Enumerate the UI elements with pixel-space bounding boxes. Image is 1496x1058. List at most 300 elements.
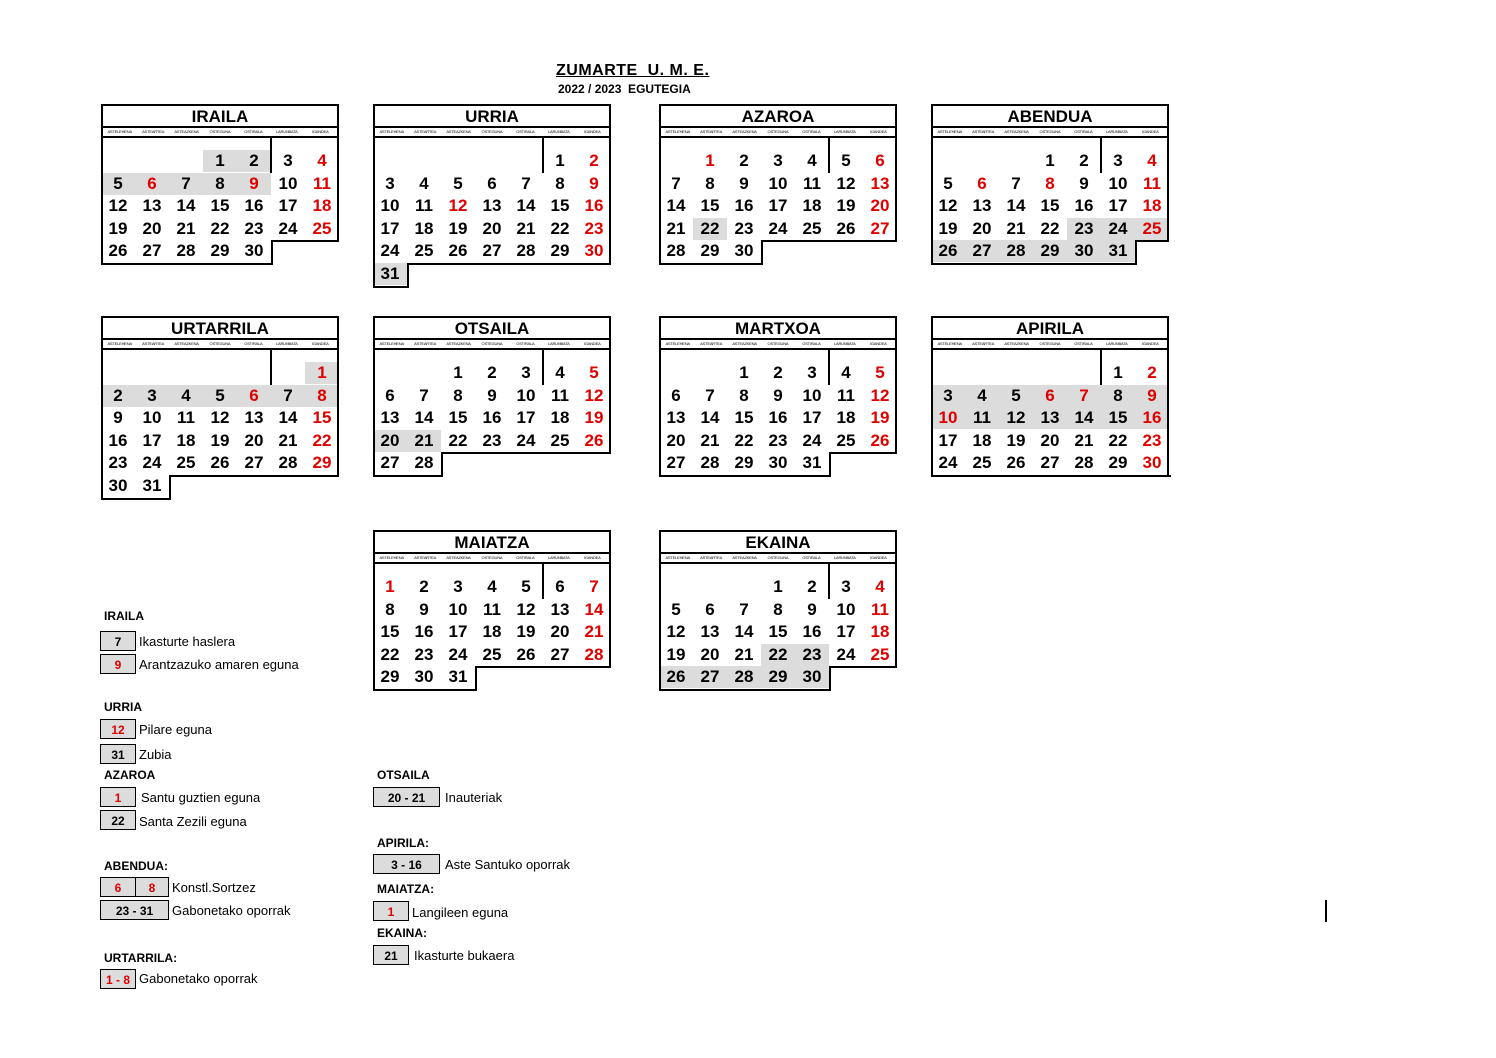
day-cell: 21 [1074, 430, 1094, 450]
day-cell: 10 [802, 385, 822, 405]
day-cell: 1 [1113, 363, 1123, 382]
weekday-label: OSTIRALA [516, 555, 535, 560]
month-name-otsaila: OTSAILA [373, 318, 611, 338]
weekday-label: ASTEAZKENA [1004, 129, 1029, 134]
day-cell: 4 [487, 577, 497, 596]
month-name-urtarrila: URTARRILA [101, 318, 339, 338]
day-cell: 22 [1108, 430, 1128, 450]
day-cell: 26 [516, 644, 536, 664]
legend-head-azaroa: AZAROA [104, 768, 156, 782]
day-cell: 8 [453, 385, 463, 405]
day-grid [931, 350, 1169, 475]
day-cell: 7 [271, 385, 305, 407]
weekday-label: ASTELEHENA [107, 341, 132, 346]
day-cell: 15 [550, 196, 570, 216]
day-cell: 19 [836, 196, 856, 216]
grid-step-vertical [829, 666, 831, 691]
grid-right-border [895, 350, 897, 452]
weekday-label: ASTEARTEA [142, 341, 165, 346]
day-cell: 16 [108, 430, 128, 450]
day-cell: 23 [244, 218, 264, 238]
day-cell: 27 [244, 453, 264, 473]
grid-bottom-border [659, 689, 831, 691]
grid-left-border [659, 350, 661, 475]
weekday-label: IGANDEA [583, 129, 601, 134]
day-cell: 28 [727, 666, 761, 688]
day-cell: 4 [841, 363, 851, 382]
month-name-azaroa: AZAROA [659, 106, 897, 126]
day-cell: 18 [972, 430, 992, 450]
day-cell: 8 [305, 385, 339, 407]
grid-right-border [609, 564, 611, 666]
day-cell: 29 [700, 241, 720, 261]
day-cell: 30 [108, 476, 128, 495]
day-cell: 7 [521, 173, 531, 193]
legend-box-urria-1: 12 [100, 719, 136, 739]
day-cell: 1 [203, 150, 237, 172]
weekday-label: OSTEGUNA [1039, 341, 1061, 346]
weekday-label: ASTEAZKENA [446, 341, 471, 346]
weekday-label: IGANDEA [1141, 129, 1159, 134]
month-name-maiatza: MAIATZA [373, 532, 611, 552]
weekday-header [373, 552, 611, 564]
weekday-header [659, 338, 897, 350]
day-cell: 25 [836, 430, 856, 450]
day-cell: 17 [802, 408, 822, 428]
day-cell: 26 [836, 218, 856, 238]
day-cell: 14 [666, 196, 686, 216]
day-cell: 24 [380, 241, 400, 261]
weekday-label: OSTEGUNA [481, 555, 503, 560]
day-cell: 18 [482, 622, 502, 642]
grid-step-vertical [1135, 240, 1137, 265]
weekday-label: ASTELEHENA [379, 555, 404, 560]
day-cell: 3 [1113, 151, 1123, 170]
day-cell: 21 [176, 218, 196, 238]
day-cell: 17 [516, 408, 536, 428]
grid-bottom-border [373, 286, 409, 288]
grid-step-vertical [407, 263, 409, 288]
day-cell: 1 [1045, 151, 1055, 170]
day-cell: 29 [1108, 453, 1128, 473]
day-cell: 19 [584, 408, 604, 428]
day-cell: 6 [555, 577, 565, 596]
day-cell: 5 [943, 173, 953, 193]
day-cell: 19 [516, 622, 536, 642]
weekday-label: ASTEAZKENA [446, 555, 471, 560]
day-grid [931, 138, 1169, 263]
day-cell: 27 [1040, 453, 1060, 473]
day-cell: 11 [551, 385, 569, 405]
day-cell: 23 [1142, 430, 1162, 450]
day-cell: 21 [666, 218, 686, 238]
weekday-label: ASTEARTEA [700, 129, 723, 134]
day-cell: 21 [278, 430, 298, 450]
day-cell: 26 [584, 430, 604, 450]
day-cell: 2 [807, 577, 817, 596]
day-cell: 24 [938, 453, 958, 473]
day-cell: 16 [414, 622, 434, 642]
legend-head-urria: URRIA [104, 700, 142, 714]
day-cell: 19 [448, 218, 468, 238]
day-cell: 19 [666, 644, 686, 664]
weekday-label: ASTEARTEA [414, 341, 437, 346]
month-name-ekaina: EKAINA [659, 532, 897, 552]
legend-box-ekaina-1: 21 [373, 945, 409, 965]
day-cell: 23 [584, 218, 604, 238]
day-cell: 22 [693, 218, 727, 240]
day-cell: 7 [419, 385, 429, 405]
day-cell: 11 [177, 408, 195, 428]
day-cell: 6 [487, 173, 497, 193]
day-cell: 12 [584, 385, 604, 405]
grid-right-border [1167, 138, 1169, 240]
day-cell: 16 [1135, 407, 1169, 429]
weekday-label: ASTELEHENA [665, 341, 690, 346]
day-cell: 9 [1079, 173, 1089, 193]
day-cell: 25 [482, 644, 502, 664]
day-cell: 14 [414, 408, 434, 428]
day-grid [659, 564, 897, 689]
day-cell: 24 [836, 644, 856, 664]
legend-text-abendua-2: Gabonetako oporrak [172, 903, 291, 918]
month-urria [373, 104, 611, 286]
weekday-label: OSTIRALA [244, 129, 263, 134]
day-cell: 9 [113, 408, 123, 428]
weekday-label: IGANDEA [1141, 341, 1159, 346]
day-cell: 20 [244, 430, 264, 450]
weekday-header [931, 338, 1169, 350]
weekday-label: LARUNBATA [276, 129, 298, 134]
weekday-label: OSTEGUNA [767, 129, 789, 134]
day-cell: 30 [734, 241, 754, 261]
day-cell: 29 [1033, 240, 1067, 262]
legend-box-azaroa-2: 22 [100, 810, 136, 830]
day-cell: 12 [448, 196, 468, 216]
day-cell: 17 [448, 622, 468, 642]
grid-bottom-border [373, 689, 477, 691]
day-cell: 4 [965, 385, 999, 407]
grid-bottom-border [931, 475, 1171, 477]
day-cell: 5 [589, 363, 599, 382]
day-cell: 13 [482, 196, 502, 216]
weekday-label: LARUNBATA [834, 555, 856, 560]
weekday-label: ASTEARTEA [142, 129, 165, 134]
month-name-apirila: APIRILA [931, 318, 1169, 338]
grid-step-border [829, 666, 897, 668]
day-cell: 30 [584, 241, 604, 261]
day-cell: 19 [108, 218, 128, 238]
day-cell: 10 [142, 408, 162, 428]
weekday-header [101, 126, 339, 138]
month-ekaina [659, 530, 897, 689]
day-cell: 5 [521, 577, 531, 596]
day-cell: 11 [313, 173, 331, 193]
day-grid [373, 564, 611, 689]
day-cell: 24 [448, 644, 468, 664]
day-cell: 29 [761, 666, 795, 688]
day-cell: 10 [931, 407, 965, 429]
day-cell: 26 [870, 430, 890, 450]
day-cell: 1 [739, 363, 749, 382]
day-cell: 17 [768, 196, 788, 216]
day-cell: 30 [414, 667, 434, 687]
month-name-abendua: ABENDUA [931, 106, 1169, 126]
day-cell: 11 [837, 385, 855, 405]
weekday-label: IGANDEA [869, 555, 887, 560]
day-cell: 20 [142, 218, 162, 238]
day-cell: 2 [739, 151, 749, 170]
day-cell: 23 [734, 218, 754, 238]
day-cell: 3 [385, 173, 395, 193]
grid-step-border [829, 452, 897, 454]
weekend-separator [828, 350, 830, 385]
weekend-separator [1100, 350, 1102, 385]
day-cell: 3 [841, 577, 851, 596]
day-cell: 18 [176, 430, 196, 450]
day-cell: 3 [135, 385, 169, 407]
grid-right-border [609, 138, 611, 263]
day-grid [659, 138, 897, 263]
weekday-header [659, 126, 897, 138]
day-cell: 2 [1079, 151, 1089, 170]
legend-box-urria-2: 31 [100, 744, 136, 764]
weekend-separator [270, 350, 272, 385]
weekday-label: IGANDEA [311, 129, 329, 134]
legend-text-ekaina-1: Ikasturte bukaera [414, 948, 515, 963]
day-cell: 19 [210, 430, 230, 450]
grid-right-border [609, 350, 611, 452]
grid-step-vertical [829, 452, 831, 477]
day-cell: 26 [1006, 453, 1026, 473]
legend-box-azaroa-1: 1 [100, 787, 136, 807]
weekday-label: IGANDEA [311, 341, 329, 346]
day-cell: 25 [802, 218, 822, 238]
weekend-separator [828, 138, 830, 173]
weekday-label: ASTEARTEA [700, 555, 723, 560]
grid-left-border [101, 138, 103, 263]
legend-text-iraila-2: Arantzazuko amaren eguna [139, 657, 299, 672]
day-cell: 25 [176, 453, 196, 473]
page-title: ZUMARTE U. M. E. [556, 62, 710, 79]
day-cell: 8 [203, 173, 237, 195]
day-cell: 18 [550, 408, 570, 428]
day-cell: 12 [666, 622, 686, 642]
day-cell: 24 [1101, 218, 1135, 240]
grid-bottom-border [659, 263, 763, 265]
day-cell: 5 [841, 151, 851, 170]
day-cell: 16 [1074, 196, 1094, 216]
day-cell: 26 [659, 666, 693, 688]
day-cell: 6 [705, 599, 715, 619]
grid-bottom-border [101, 263, 273, 265]
day-cell: 23 [108, 453, 128, 473]
grid-step-border [271, 240, 339, 242]
day-cell: 9 [419, 599, 429, 619]
day-cell: 1 [385, 577, 395, 596]
day-cell: 6 [237, 385, 271, 407]
day-cell: 9 [773, 385, 783, 405]
day-cell: 11 [483, 599, 501, 619]
day-cell: 5 [999, 385, 1033, 407]
day-cell: 16 [802, 622, 822, 642]
month-iraila [101, 104, 339, 263]
weekday-label: LARUNBATA [834, 341, 856, 346]
day-cell: 22 [550, 218, 570, 238]
day-grid [101, 138, 339, 263]
month-name-martxoa: MARTXOA [659, 318, 897, 338]
day-cell: 23 [1067, 218, 1101, 240]
day-cell: 29 [380, 667, 400, 687]
legend-text-abendua-1: Konstl.Sortzez [172, 880, 256, 895]
day-cell: 16 [584, 196, 604, 216]
grid-left-border [931, 138, 933, 263]
day-cell: 26 [210, 453, 230, 473]
day-cell: 22 [734, 430, 754, 450]
weekday-label: IGANDEA [869, 341, 887, 346]
day-cell: 8 [739, 385, 749, 405]
day-cell: 28 [1074, 453, 1094, 473]
day-cell: 27 [693, 666, 727, 688]
weekday-label: ASTEAZKENA [174, 341, 199, 346]
day-cell: 1 [453, 363, 463, 382]
day-cell: 4 [555, 363, 565, 382]
weekday-label: LARUNBATA [548, 129, 570, 134]
day-cell: 20 [666, 430, 686, 450]
day-cell: 23 [795, 644, 829, 666]
day-cell: 8 [773, 599, 783, 619]
day-cell: 15 [312, 408, 332, 428]
weekday-label: OSTIRALA [244, 341, 263, 346]
weekday-header [373, 126, 611, 138]
day-cell: 27 [482, 241, 502, 261]
day-cell: 26 [931, 240, 965, 262]
day-cell: 25 [972, 453, 992, 473]
weekday-label: OSTIRALA [1074, 129, 1093, 134]
day-cell: 25 [312, 218, 332, 238]
weekday-header [373, 338, 611, 350]
day-cell: 7 [1067, 385, 1101, 407]
page-subtitle: 2022 / 2023 EGUTEGIA [558, 82, 691, 96]
month-urtarrila [101, 316, 339, 498]
day-grid [659, 350, 897, 475]
legend-head-otsaila: OTSAILA [377, 768, 430, 782]
day-cell: 11 [415, 196, 433, 216]
day-cell: 8 [1045, 173, 1055, 193]
day-cell: 3 [807, 363, 817, 382]
day-cell: 12 [999, 407, 1033, 429]
day-cell: 5 [875, 363, 885, 382]
weekday-label: ASTELEHENA [937, 129, 962, 134]
day-cell: 26 [108, 241, 128, 261]
day-cell: 5 [671, 599, 681, 619]
day-cell: 20 [1040, 430, 1060, 450]
day-cell: 4 [169, 385, 203, 407]
weekday-label: OSTIRALA [802, 341, 821, 346]
legend-text-urria-1: Pilare eguna [139, 722, 212, 737]
day-cell: 28 [516, 241, 536, 261]
weekday-header [659, 552, 897, 564]
grid-step-vertical [475, 666, 477, 691]
day-cell: 6 [1033, 385, 1067, 407]
weekday-label: LARUNBATA [548, 341, 570, 346]
weekday-header [101, 338, 339, 350]
day-cell: 15 [768, 622, 788, 642]
weekday-label: ASTEAZKENA [1004, 341, 1029, 346]
weekday-header [931, 126, 1169, 138]
day-cell: 12 [870, 385, 890, 405]
month-maiatza [373, 530, 611, 689]
day-cell: 4 [317, 151, 327, 170]
weekday-label: OSTIRALA [802, 555, 821, 560]
text-cursor [1325, 900, 1327, 922]
day-cell: 14 [176, 196, 196, 216]
day-cell: 16 [734, 196, 754, 216]
day-cell: 27 [142, 241, 162, 261]
day-cell: 27 [550, 644, 570, 664]
day-cell: 10 [516, 385, 536, 405]
day-cell: 9 [1135, 385, 1169, 407]
day-cell: 11 [871, 599, 889, 619]
weekday-label: OSTEGUNA [481, 341, 503, 346]
day-cell: 28 [700, 453, 720, 473]
grid-right-border [895, 138, 897, 240]
day-cell: 2 [101, 385, 135, 407]
day-cell: 8 [555, 173, 565, 193]
legend-text-azaroa-1: Santu guztien eguna [141, 790, 261, 805]
day-cell: 1 [555, 151, 565, 170]
legend-head-abendua: ABENDUA: [104, 859, 168, 873]
day-cell: 22 [761, 644, 795, 666]
day-cell: 14 [278, 408, 298, 428]
day-cell: 13 [550, 599, 570, 619]
day-cell: 28 [999, 240, 1033, 262]
day-cell: 15 [1040, 196, 1060, 216]
weekday-label: ASTEAZKENA [446, 129, 471, 134]
legend-head-apirila: APIRILA: [377, 836, 429, 850]
day-cell: 15 [1101, 407, 1135, 429]
day-cell: 22 [210, 218, 230, 238]
grid-step-border [1135, 240, 1169, 242]
day-cell: 14 [700, 408, 720, 428]
day-cell: 31 [373, 263, 407, 285]
day-cell: 14 [584, 599, 604, 619]
grid-bottom-border [101, 498, 171, 500]
grid-right-border [337, 138, 339, 240]
weekday-label: LARUNBATA [1106, 129, 1128, 134]
day-cell: 20 [373, 430, 407, 452]
grid-left-border [659, 138, 661, 263]
day-cell: 7 [169, 173, 203, 195]
day-cell: 29 [312, 453, 332, 473]
day-cell: 2 [419, 577, 429, 596]
weekday-label: LARUNBATA [276, 341, 298, 346]
grid-right-border [895, 564, 897, 666]
day-cell: 25 [1135, 218, 1169, 240]
weekend-separator [542, 564, 544, 599]
day-cell: 31 [1101, 240, 1135, 262]
day-cell: 6 [875, 151, 885, 170]
weekend-separator [270, 138, 272, 173]
grid-left-border [659, 564, 661, 689]
grid-right-border [337, 350, 339, 475]
day-cell: 28 [666, 241, 686, 261]
day-cell: 10 [448, 599, 468, 619]
day-grid [373, 138, 611, 286]
day-cell: 2 [589, 151, 599, 170]
day-cell: 28 [278, 453, 298, 473]
weekday-label: LARUNBATA [1106, 341, 1128, 346]
